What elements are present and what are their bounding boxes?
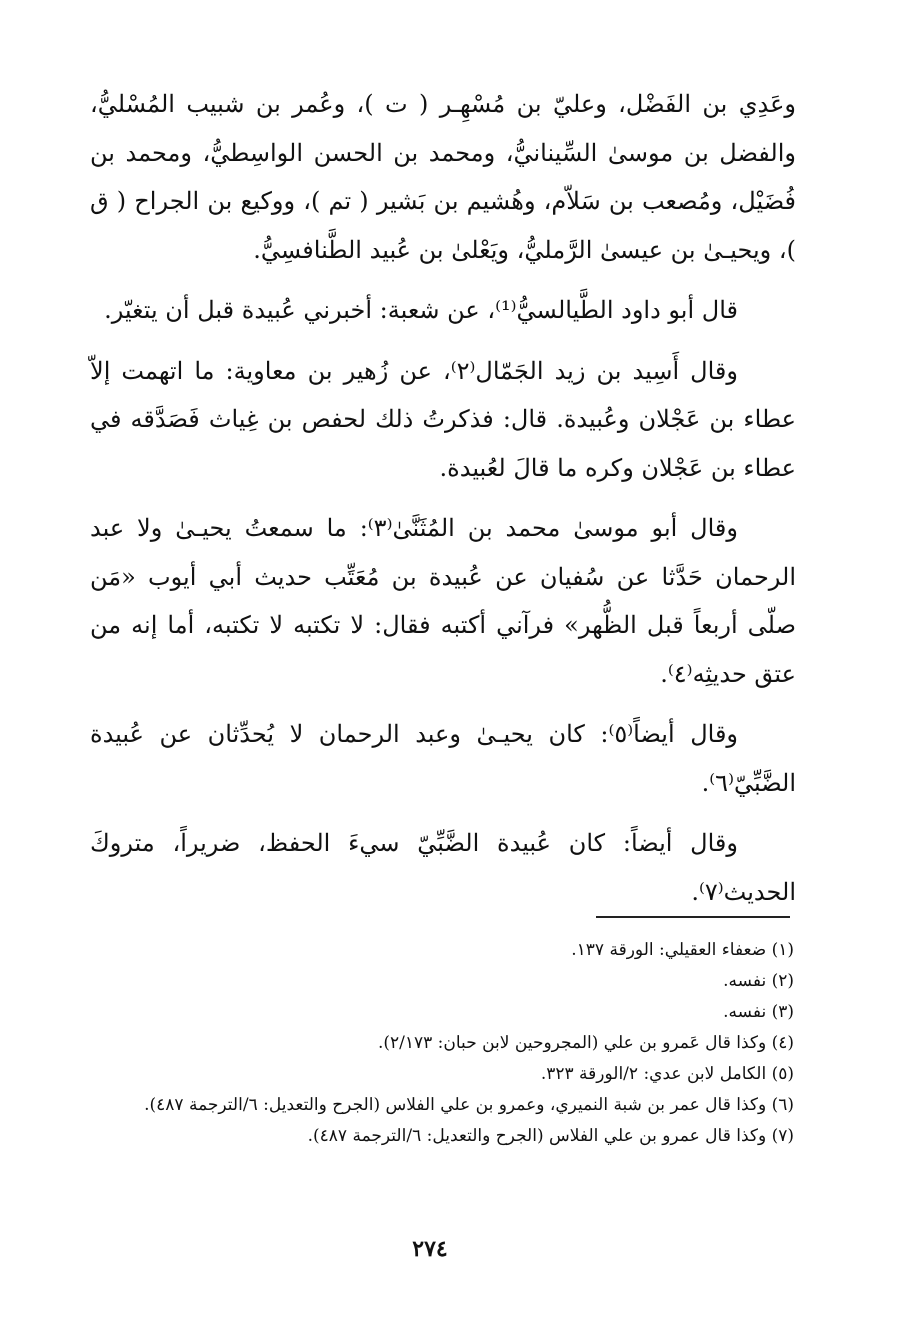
paragraph-asid-ibn-zayd: وقال أَسِيد بن زيد الجَمّال⁽٢⁾، عن زُهير بن معاوية: ما اتهمت إلاّ عطاء بن عَجْلان وعُبيدة. قال: فذكرتُ ذلك لحفص بن غِياث فَصَدَّقه في عطاء بن عَجْلان وكره ما قالَ لعُبيدة. bbox=[90, 356, 796, 482]
footnote-separator bbox=[596, 916, 790, 918]
footnote-item: (٤) وكذا قال عَمرو بن علي (المجروحين لابن حبان: ٢/١٧٣). bbox=[377, 1033, 794, 1053]
paragraph-narrators-list: وعَدِي بن الفَضْل، وعليّ بن مُسْهِـر ( ت )، وعُمر بن شبيب المُسْليُّ، والفضل بن موسىٰ السِّينانيُّ، ومحمد بن الحسن الواسِطيُّ، ومحمد بن فُضَيْل، ومُصعب بن سَلاّم، وهُشيم بن بَشير ( تم )، ووكيع بن الجراح ( ق )، ويحيـىٰ بن عيسىٰ الرَّمليُّ، ويَعْلىٰ بن عُبيد الطَّنافسِيُّ. bbox=[90, 90, 796, 264]
footnote-item: (١) ضعفاء العقيلي: الورقة ١٣٧. bbox=[571, 940, 794, 960]
paragraph-yahya-abdurrahman: وقال أيضاً⁽٥⁾: كان يحيـىٰ وعبد الرحمان لا يُحدِّثان عن عُبيدة الضَّبِّيّ⁽٦⁾. bbox=[90, 720, 796, 797]
page-number: ٢٧٤ bbox=[412, 1236, 448, 1262]
footnote-item: (٦) وكذا قال عمر بن شبة النميري، وعمرو بن علي الفلاس (الجرح والتعديل: ٦/الترجمة ٤٨٧). bbox=[144, 1095, 794, 1115]
main-text-block bbox=[90, 80, 796, 928]
paragraph-ubayda-dabbi: وقال أيضاً: كان عُبيدة الضَّبِّيّ سيءَ الحفظ، ضريراً، متروكَ الحديث⁽٧⁾. bbox=[90, 829, 796, 906]
paragraph-abu-dawud: قال أبو داود الطَّيالسيُّ⁽¹⁾، عن شعبة: أخبرني عُبيدة قبل أن يتغيّر. bbox=[104, 296, 738, 324]
footnote-item: (٢) نفسه. bbox=[723, 971, 794, 991]
footnotes-block bbox=[90, 935, 794, 1152]
footnote-item: (٥) الكامل لابن عدي: ٢/الورقة ٣٢٣. bbox=[540, 1064, 794, 1084]
footnote-item: (٧) وكذا قال عمرو بن علي الفلاس (الجرح والتعديل: ٦/الترجمة ٤٨٧). bbox=[307, 1126, 794, 1146]
paragraph-abu-musa: وقال أبو موسىٰ محمد بن المُثَنَّىٰ⁽٣⁾: ما سمعتُ يحيـىٰ ولا عبد الرحمان حَدَّثا عن سُفيان عن عُبيدة بن مُعَتِّب حديث أبي أيوب «مَن صلّى أربعاً قبل الظُّهر» فرآني أكتبه فقال: لا تكتبه لا تكتبه، أما إنه من عتق حديثِه⁽٤⁾. bbox=[90, 514, 796, 688]
footnote-item: (٣) نفسه. bbox=[723, 1002, 794, 1022]
